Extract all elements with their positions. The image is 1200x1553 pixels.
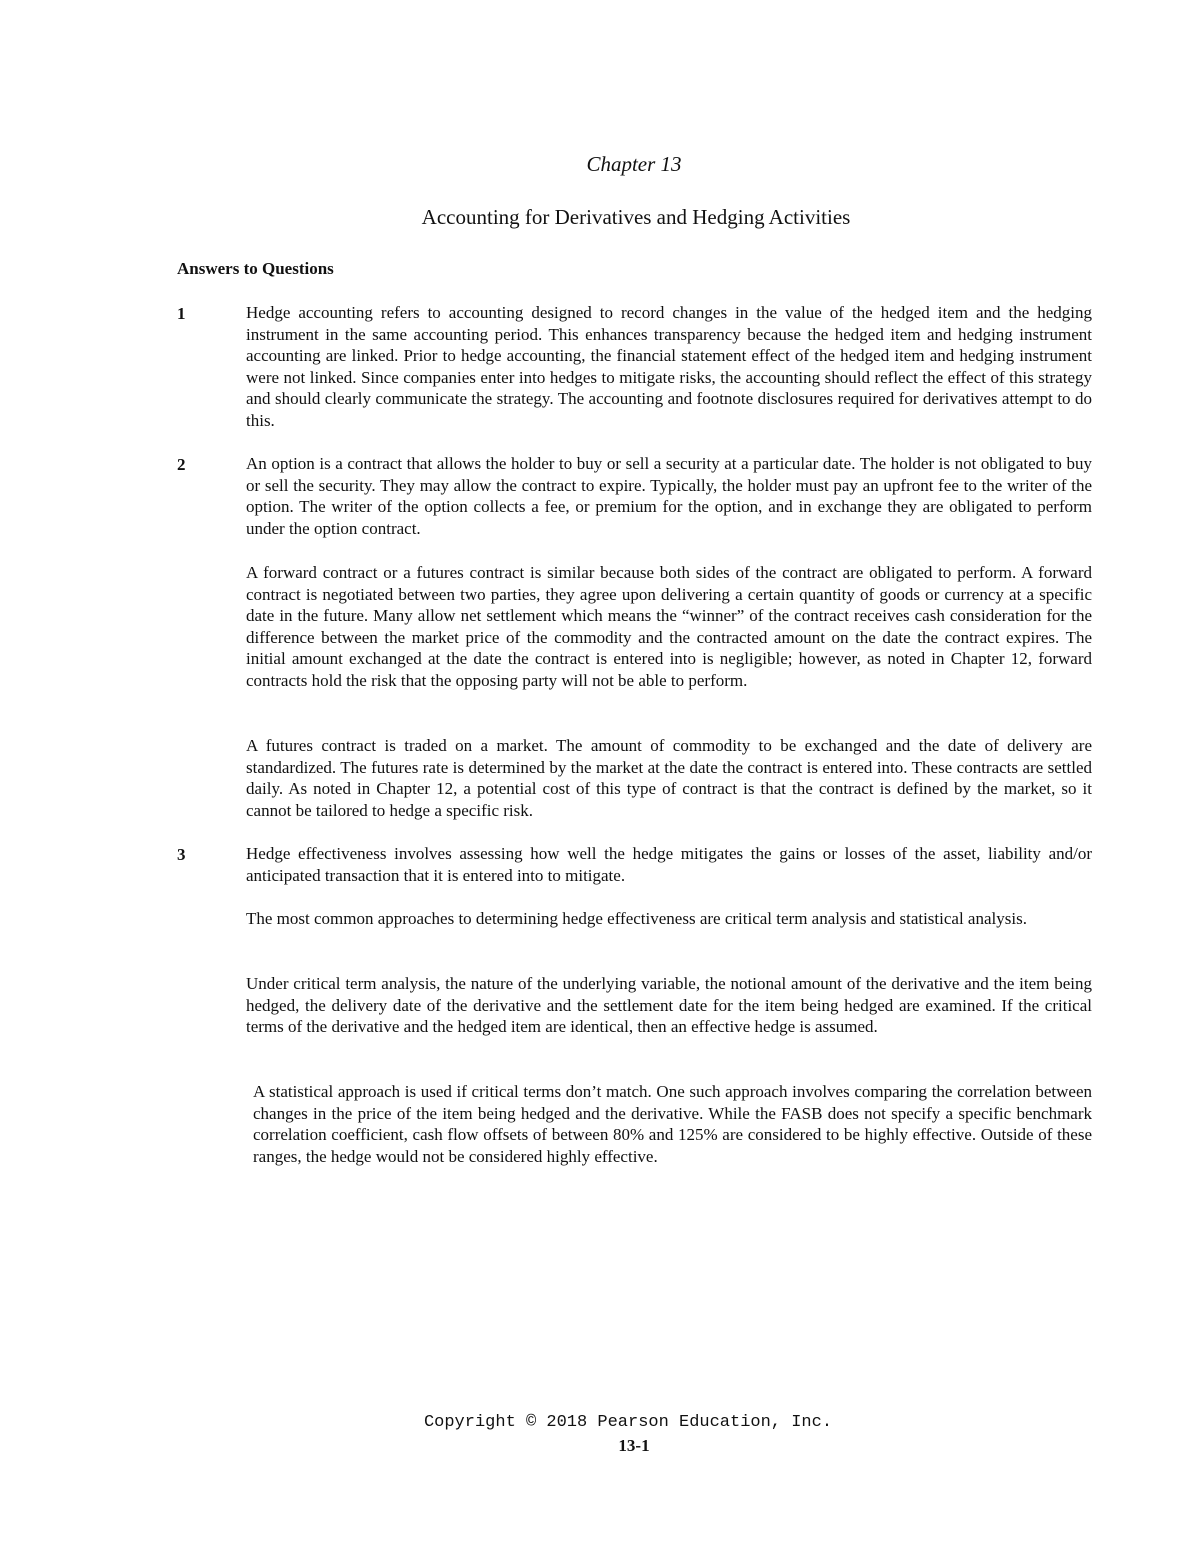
question-number-3: 3 [177,845,186,864]
answer-2-paragraph-3: A futures contract is traded on a market. The amount of commodity to be exchanged and the date of delivery are standardized. The futures rate is determined by the market at the date the contract is entered into. These contracts are settled daily. As noted in Chapter 12, a potential cost of this type of contract is that the contract is defined by the market, so it cannot be tailored to hedge a specific risk. [246,736,1092,820]
chapter-title: Accounting for Derivatives and Hedging Activities [421,205,851,229]
answer-2-paragraph-1: An option is a contract that allows the holder to buy or sell a security at a particular date. The holder is not obligated to buy or sell the security. They may allow the contract to expire. Typically, the holder must pay an upfront fee to the writer of the option. The writer of the option collects a fee, or premium for the option, and in exchange they are obligated to perform under the option contract. [246,454,1092,538]
answer-2-paragraph-2: A forward contract or a futures contract is similar because both sides of the contract are obligated to perform. A forward contract is negotiated between two parties, they agree upon delivering a certain quantity of goods or currency at a specific date in the future. Many allow net settlement which means the “winner” of the contract receives cash consideration for the difference between the market price of the commodity and the contracted amount on the date the contract expires. The initial amount exchanged at the date the contract is entered into is negligible; however, as noted in Chapter 12, forward contracts hold the risk that the opposing party will not be able to perform. [246,563,1092,690]
answer-3-paragraph-1: Hedge effectiveness involves assessing how well the hedge mitigates the gains or losses of the asset, liability and/or anticipated transaction that it is entered into to mitigate. [246,844,1092,885]
section-heading: Answers to Questions [177,259,334,278]
question-number-1: 1 [177,304,186,323]
copyright-notice: Copyright © 2018 Pearson Education, Inc. [423,1413,833,1432]
chapter-label: Chapter 13 [586,152,682,176]
answer-1-paragraph-1: Hedge accounting refers to accounting designed to record changes in the value of the hedged item and the hedging instrument in the same accounting period. This enhances transparency because the hedged item and hedging instrument accounting are linked. Prior to hedge accounting, the financial statement effect of the hedged item and hedging instrument were not linked. Since companies enter into hedges to mitigate risks, the accounting should reflect the effect of this strategy and should clearly communicate the strategy. The accounting and footnote disclosures required for derivatives attempt to do this. [246,303,1092,430]
question-number-2: 2 [177,455,186,474]
answer-3-paragraph-3: Under critical term analysis, the nature of the underlying variable, the notional amount of the derivative and the item being hedged, the delivery date of the derivative and the settlement date for the item being hedged are examined. If the critical terms of the derivative and the hedged item are identical, then an effective hedge is assumed. [246,974,1092,1037]
answer-3-paragraph-2: The most common approaches to determining hedge effectiveness are critical term analysis and statistical analysis. [246,909,1027,928]
page-number: 13-1 [618,1436,650,1455]
answer-3-paragraph-4: A statistical approach is used if critical terms don’t match. One such approach involves comparing the correlation between changes in the price of the item being hedged and the derivative. While the FASB does not specify a specific benchmark correlation coefficient, cash flow offsets of between 80% and 125% are considered to be highly effective. Outside of these ranges, the hedge would not be considered highly effective. [253,1082,1092,1166]
